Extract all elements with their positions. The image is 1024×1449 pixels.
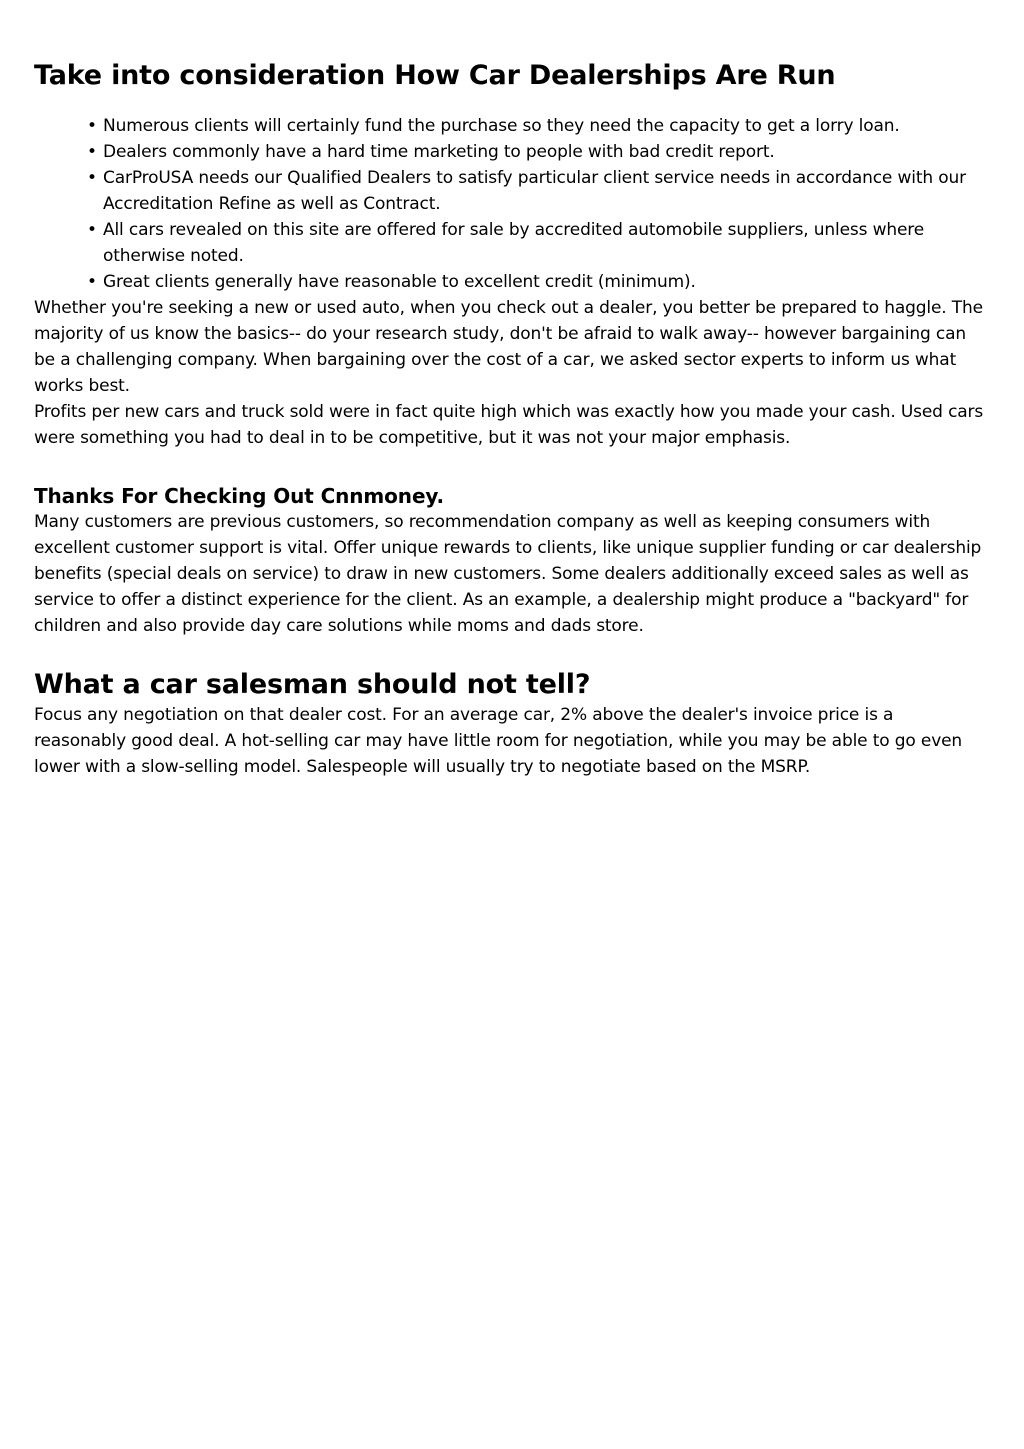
subheading-thanks: Thanks For Checking Out Cnnmoney.	[34, 484, 445, 508]
section-heading-salesman: What a car salesman should not tell?	[34, 669, 591, 700]
paragraph-dealer-cost: Focus any negotiation on that dealer cost. For an average car, 2% above the dealer's invoice price is a reasonably good deal. A hot-selling car may have little room for negotiation, while you may be able to go even lower with a slow-selling model. Salespeople will usually try to negotiate based on the MSRP.	[34, 705, 963, 777]
paragraph-profits: Profits per new cars and truck sold were in fact quite high which was exactly how you made your cash. Used cars were something you had to deal in to be competitive, but it was not your major emphasis.	[34, 402, 984, 448]
paragraph-customers: Many customers are previous customers, so recommendation company as well as keeping consumers with excellent customer support is vital. Offer unique rewards to clients, like unique supplier funding or car dealership benefits (special deals on service) to draw in new customers. Some dealers additionally exceed sales as well as service to offer a distinct experience for the client. As an example, a dealership might produce a "backyard" for children and also provide day care solutions while moms and dads store.	[34, 512, 982, 636]
list-item: • Numerous clients will certainly fund the purchase so they need the capacity to get a lorry loan.	[103, 113, 990, 139]
list-item: • Great clients generally have reasonable to excellent credit (minimum).	[103, 269, 990, 295]
list-item: • All cars revealed on this site are offered for sale by accredited automobile suppliers, unless where otherwise noted.	[103, 217, 990, 269]
list-item: • Dealers commonly have a hard time marketing to people with bad credit report.	[103, 139, 990, 165]
paragraph-negotiation-intro: Whether you're seeking a new or used auto, when you check out a dealer, you better be prepared to haggle. The majority of us know the basics-- do your research study, don't be afraid to walk away-- however bargaining can be a challenging company. When bargaining over the cost of a car, we asked sector experts to inform us what works best.	[34, 298, 983, 396]
bullet-list	[34, 113, 990, 295]
article-title: Take into consideration How Car Dealerships Are Run	[34, 60, 836, 91]
list-item: • CarProUSA needs our Qualified Dealers to satisfy particular client service needs in accordance with our Accreditation Refine as well as Contract.	[103, 165, 990, 217]
